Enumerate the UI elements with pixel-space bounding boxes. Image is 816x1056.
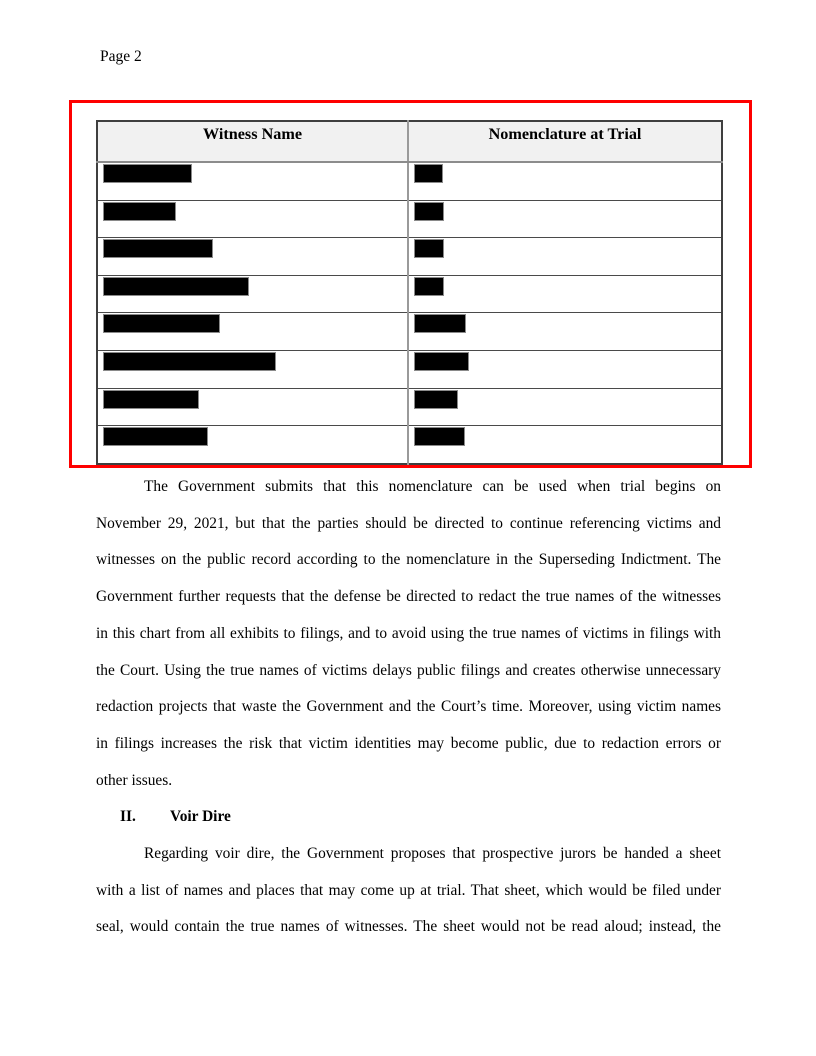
section-heading-voir-dire — [96, 799, 721, 836]
table-row — [97, 426, 722, 464]
redaction-bar — [414, 239, 444, 258]
nomenclature-cell — [408, 350, 722, 388]
section-title: Voir Dire — [170, 808, 231, 826]
paragraph-2 — [96, 836, 721, 946]
paragraph-line: other issues. — [96, 771, 173, 789]
table-row — [97, 388, 722, 426]
column-header-witness-name: Witness Name — [97, 121, 408, 162]
redaction-bar — [414, 277, 444, 296]
table-row — [97, 162, 722, 200]
redaction-bar — [414, 352, 469, 371]
witness-nomenclature-table — [96, 120, 723, 465]
witness-name-cell — [97, 350, 408, 388]
nomenclature-cell — [408, 313, 722, 351]
witness-table-body — [97, 162, 722, 464]
paragraph-1 — [96, 469, 721, 799]
witness-name-cell — [97, 275, 408, 313]
paragraph-line: seal, would contain the true names of witnesses. The sheet would not be read aloud; instead, the — [96, 918, 721, 936]
redaction-bar — [414, 202, 444, 221]
redaction-bar — [103, 202, 176, 221]
redaction-bar — [103, 277, 249, 296]
page-number: Page 2 — [100, 48, 142, 65]
column-header-nomenclature: Nomenclature at Trial — [408, 121, 722, 162]
paragraph-line: in filings increases the risk that victim identities may become public, due to redaction errors or — [96, 734, 721, 752]
paragraph-line: The Government submits that this nomenclature can be used when trial begins on — [144, 478, 721, 495]
table-row — [97, 275, 722, 313]
redaction-bar — [103, 164, 192, 183]
nomenclature-cell — [408, 426, 722, 464]
witness-name-cell — [97, 388, 408, 426]
paragraph-line: with a list of names and places that may come up at trial. That sheet, which would be filed under — [96, 881, 721, 899]
paragraph-line: Government further requests that the defense be directed to redact the true names of the witnesses — [96, 588, 721, 606]
paragraph-line: Regarding voir dire, the Government proposes that prospective jurors be handed a sheet — [144, 845, 721, 863]
nomenclature-cell — [408, 162, 722, 200]
witness-name-cell — [97, 200, 408, 238]
section-numeral: II. — [120, 808, 136, 826]
paragraph-line: witnesses on the public record according to the nomenclature in the Superseding Indictment. The — [96, 551, 721, 569]
body-text — [96, 469, 721, 946]
table-row — [97, 200, 722, 238]
redaction-bar — [103, 352, 276, 371]
witness-name-cell — [97, 313, 408, 351]
table-row — [97, 350, 722, 388]
witness-name-cell — [97, 162, 408, 200]
witness-name-cell — [97, 238, 408, 276]
redaction-bar — [414, 390, 458, 409]
paragraph-line: redaction projects that waste the Government and the Court’s time. Moreover, using victim names — [96, 698, 721, 716]
nomenclature-cell — [408, 200, 722, 238]
table-row — [97, 313, 722, 351]
redaction-bar — [103, 314, 220, 333]
nomenclature-cell — [408, 238, 722, 276]
redaction-bar — [414, 164, 443, 183]
paragraph-line: November 29, 2021, but that the parties should be directed to continue referencing victims and — [96, 514, 721, 532]
table-header-row — [97, 121, 722, 162]
nomenclature-cell — [408, 388, 722, 426]
redaction-bar — [103, 390, 199, 409]
redaction-bar — [414, 427, 465, 446]
redaction-bar — [414, 314, 466, 333]
redaction-bar — [103, 427, 208, 446]
redaction-bar — [103, 239, 213, 258]
paragraph-line: the Court. Using the true names of victims delays public filings and creates otherwise unnecessary — [96, 661, 721, 679]
paragraph-line: in this chart from all exhibits to filings, and to avoid using the true names of victims in filings with — [96, 624, 721, 642]
witness-name-cell — [97, 426, 408, 464]
nomenclature-cell — [408, 275, 722, 313]
table-row — [97, 238, 722, 276]
